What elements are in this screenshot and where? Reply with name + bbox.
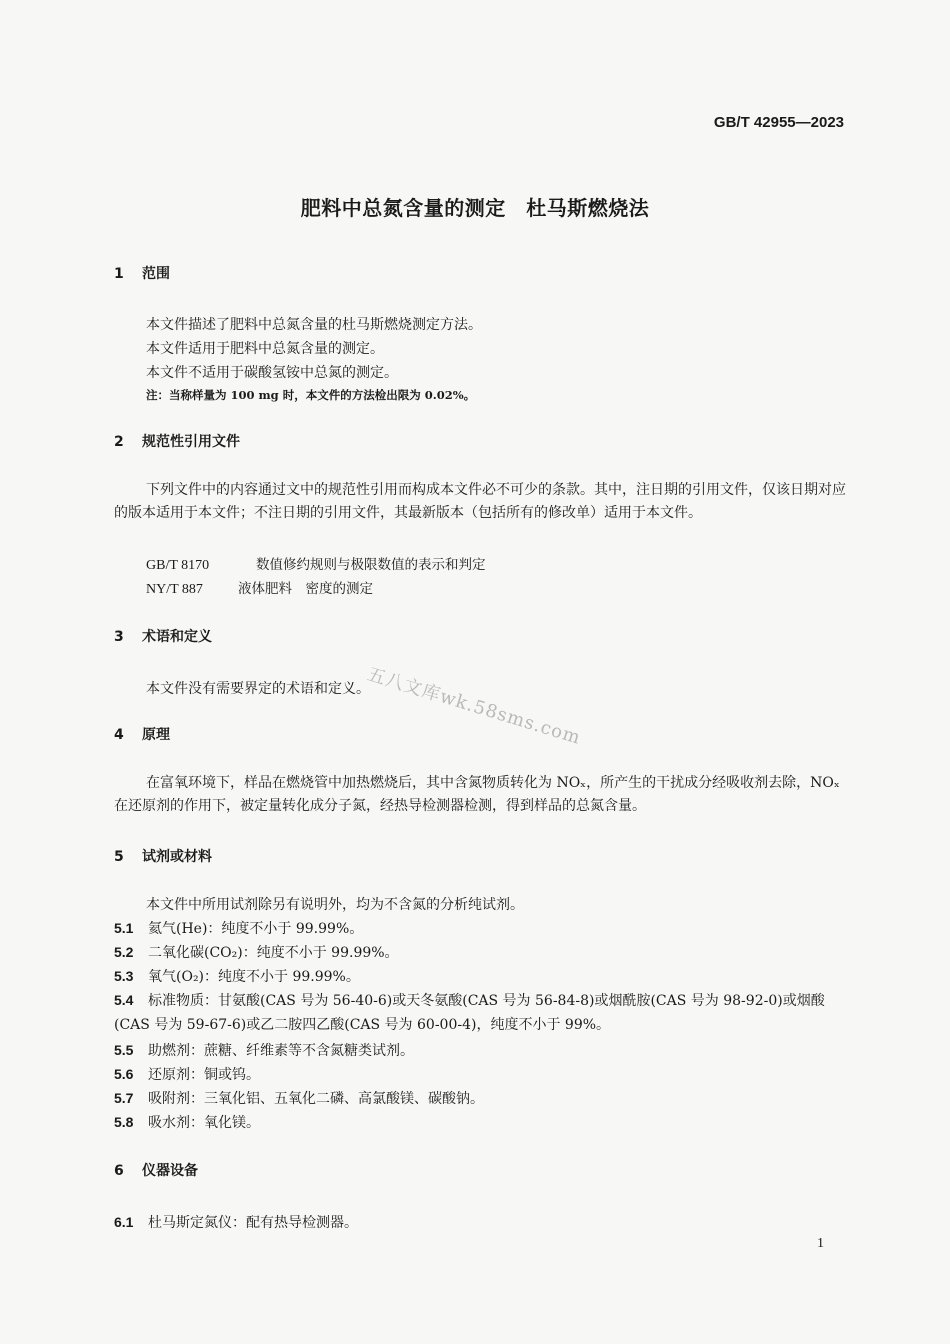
section-4-heading bbox=[114, 724, 170, 744]
reagents-intro: 本文件中所用试剂除另有说明外，均为不含氮的分析纯试剂。 bbox=[146, 897, 524, 913]
section-title: 术语和定义 bbox=[142, 629, 212, 645]
section-5-heading bbox=[114, 846, 212, 866]
section-title: 仪器设备 bbox=[142, 1163, 198, 1179]
item-text: 氧气(O₂)：纯度不小于 99.99%。 bbox=[148, 969, 360, 985]
item-text: 杜马斯定氮仪：配有热导检测器。 bbox=[148, 1215, 358, 1231]
item-text: 标准物质：甘氨酸(CAS 号为 56-40-6)或天冬氨酸(CAS 号为 56-84-8)或烟酰胺(CAS 号为 98-92-0)或烟酸(CAS 号为 59-67-6)或乙二胺四乙酸(CAS 号为 60-00-4)，纯度不小于 99%。 bbox=[114, 993, 825, 1033]
item-number: 5.6 bbox=[114, 1066, 134, 1082]
section-number: 6 bbox=[114, 1163, 124, 1179]
instrument-item bbox=[114, 1212, 358, 1232]
scope-line-1: 本文件描述了肥料中总氮含量的杜马斯燃烧测定方法。 bbox=[146, 317, 482, 333]
item-text: 二氧化碳(CO₂)：纯度不小于 99.99%。 bbox=[148, 945, 399, 961]
item-text: 助燃剂：蔗糖、纤维素等不含氮糖类试剂。 bbox=[148, 1043, 414, 1059]
item-number: 6.1 bbox=[114, 1214, 134, 1230]
scope-line-3: 本文件不适用于碳酸氢铵中总氮的测定。 bbox=[146, 365, 398, 381]
item-number: 5.4 bbox=[114, 992, 134, 1008]
section-number: 3 bbox=[114, 629, 124, 645]
reagent-item bbox=[114, 1088, 484, 1108]
item-text: 吸附剂：三氧化铝、五氧化二磷、高氯酸镁、碳酸钠。 bbox=[148, 1091, 484, 1107]
watermark-text: 五八文库wk.58sms.com bbox=[364, 663, 584, 749]
reference-item bbox=[146, 553, 486, 574]
section-2-heading bbox=[114, 431, 240, 451]
reference-title: 数值修约规则与极限数值的表示和判定 bbox=[256, 557, 486, 573]
item-number: 5.5 bbox=[114, 1042, 134, 1058]
section-title: 范围 bbox=[142, 266, 170, 282]
reference-code: NY/T 887 bbox=[146, 582, 203, 597]
item-text: 氦气(He)：纯度不小于 99.99%。 bbox=[148, 921, 364, 937]
reagent-item bbox=[114, 1040, 414, 1060]
reference-code: GB/T 8170 bbox=[146, 558, 210, 573]
scope-line-2: 本文件适用于肥料中总氮含量的测定。 bbox=[146, 341, 384, 357]
section-3-heading bbox=[114, 626, 212, 646]
reagent-item bbox=[114, 966, 360, 986]
reference-item bbox=[146, 577, 373, 598]
section-title: 原理 bbox=[142, 727, 170, 743]
standard-code: GB/T 42955—2023 bbox=[713, 114, 844, 131]
reference-title: 液体肥料 密度的测定 bbox=[238, 581, 373, 597]
section-title: 试剂或材料 bbox=[142, 849, 212, 865]
item-number: 5.2 bbox=[114, 944, 134, 960]
section-number: 1 bbox=[114, 266, 124, 282]
item-number: 5.7 bbox=[114, 1090, 134, 1106]
section-title: 规范性引用文件 bbox=[142, 434, 240, 450]
item-text: 还原剂：铜或钨。 bbox=[148, 1067, 260, 1083]
normative-references-paragraph: 下列文件中的内容通过文中的规范性引用而构成本文件必不可少的条款。其中，注日期的引用文件，仅该日期对应的版本适用于本文件；不注日期的引用文件，其最新版本（包括所有的修改单）适用于本文件。 bbox=[114, 482, 846, 521]
scope-note: 注：当称样量为 100 mg 时，本文件的方法检出限为 0.02%。 bbox=[146, 388, 476, 402]
page-number: 1 bbox=[817, 1236, 824, 1251]
section-number: 2 bbox=[114, 434, 124, 450]
reagent-item bbox=[114, 988, 850, 1037]
terms-paragraph: 本文件没有需要界定的术语和定义。 bbox=[146, 681, 370, 697]
reagent-item bbox=[114, 1112, 260, 1132]
item-number: 5.1 bbox=[114, 920, 134, 936]
reagent-item bbox=[114, 918, 363, 938]
item-number: 5.3 bbox=[114, 968, 134, 984]
document-title: 肥料中总氮含量的测定 杜马斯燃烧法 bbox=[300, 196, 650, 220]
item-number: 5.8 bbox=[114, 1114, 134, 1130]
reagent-item bbox=[114, 1064, 260, 1084]
section-number: 4 bbox=[114, 727, 124, 743]
principle-paragraph: 在富氧环境下，样品在燃烧管中加热燃烧后，其中含氮物质转化为 NOₓ，所产生的干扰成分经吸收剂去除，NOₓ 在还原剂的作用下，被定量转化成分子氮，经热导检测器检测，得到样品的总氮含量。 bbox=[114, 775, 840, 814]
section-6-heading bbox=[114, 1160, 198, 1180]
reagent-item bbox=[114, 942, 399, 962]
section-1-heading bbox=[114, 263, 170, 283]
section-number: 5 bbox=[114, 849, 124, 865]
item-text: 吸水剂：氧化镁。 bbox=[148, 1115, 260, 1131]
